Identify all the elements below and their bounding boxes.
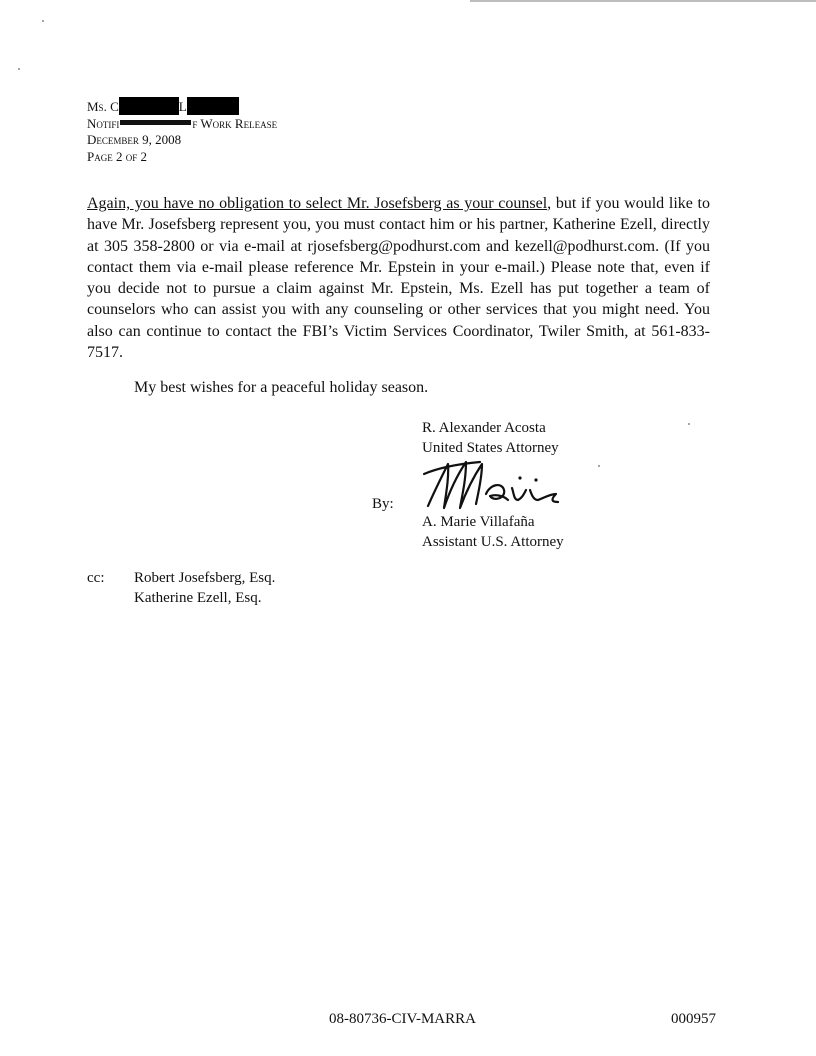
cc-recipient: Katherine Ezell, Esq. [134, 590, 262, 606]
cc-recipient: Robert Josefsberg, Esq. [134, 570, 276, 586]
signee-block [422, 512, 564, 552]
case-number: 08-80736-CIV-MARRA [329, 1011, 476, 1027]
by-label: By: [372, 496, 394, 512]
signatory-block [422, 418, 559, 458]
scan-speck [42, 20, 44, 22]
handwritten-signature [418, 454, 568, 516]
signee-title: Assistant U.S. Attorney [422, 534, 564, 550]
subject-line: Notifi f Work Release [87, 115, 278, 131]
bates-number: 000957 [671, 1011, 716, 1027]
paragraph-text: , but if you would like to have Mr. Josefsberg represent you, you must contact him or his partner, Katherine Ezell, directly at 305 358-2800 or via e-mail at rjosefsberg@podhurst.com and kezell@podhurst.com. (If you contact them via e-mail please reference Mr. Epstein in your e-mail.) Please note that, even if you decide not to pursue a claim against Mr. Epstein, Ms. Ezell has put together a team of counselors who can assist you with any counseling or other services that you might need. You also can continue to contact the FBI’s Victim Services Coordinator, Twiler Smith, at 561-833-7517. [87, 195, 711, 362]
letter-date: December 9, 2008 [87, 132, 182, 147]
signatory-title: United States Attorney [422, 440, 559, 456]
redaction-block [119, 97, 179, 115]
strikethrough-mark [120, 120, 191, 125]
scan-edge-line [470, 0, 816, 2]
cc-list [134, 568, 275, 608]
closing-line: My best wishes for a peaceful holiday season. [134, 379, 429, 396]
page-number: Page 2 of 2 [87, 148, 147, 164]
recipient-line: Ms. C L [87, 97, 277, 116]
signatory-name: R. Alexander Acosta [422, 420, 546, 436]
scan-speck [18, 68, 20, 70]
redaction-block [187, 97, 239, 115]
underlined-sentence: Again, you have no obligation to select Mr. Josefsberg as your counsel [87, 195, 548, 212]
letter-header [87, 97, 277, 165]
signee-name: A. Marie Villafaña [422, 514, 535, 530]
scan-speck [688, 423, 690, 425]
scan-speck [598, 465, 600, 467]
body-paragraph [87, 193, 710, 363]
cc-label: cc: [87, 570, 105, 586]
